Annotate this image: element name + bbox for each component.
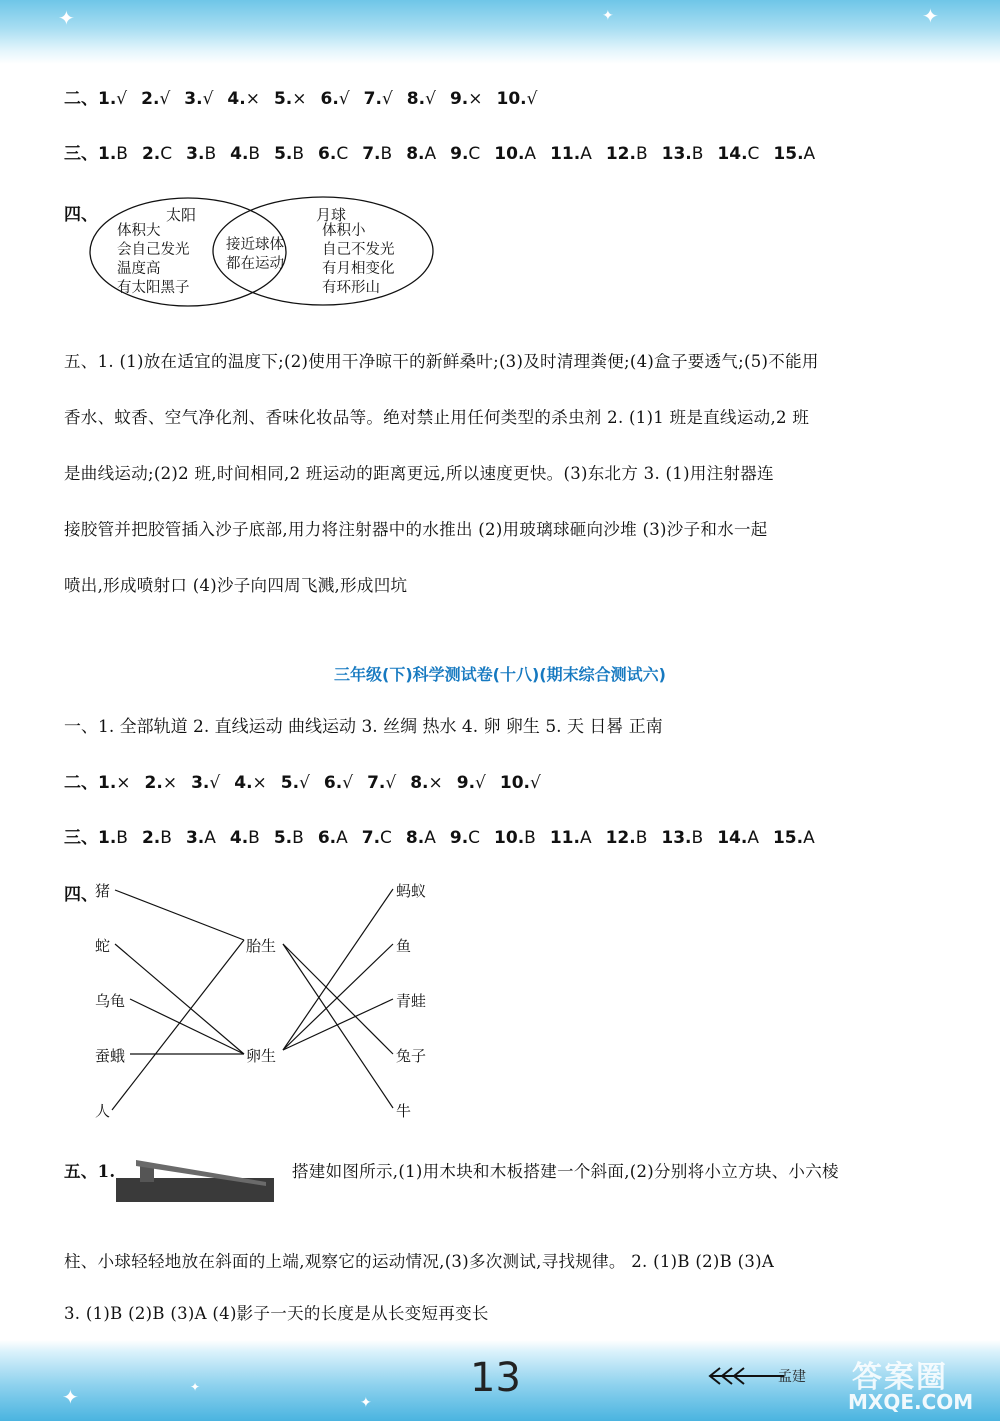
item-number: 14.: [717, 828, 748, 848]
answer-paragraph-line: 香水、蚊香、空气净化剂、香味化妆品等。绝对禁止用任何类型的杀虫剂 2. (1)1 班是直线运动,2 班: [64, 408, 810, 427]
item-number: 13.: [661, 828, 692, 848]
match-left-item: 乌龟: [95, 992, 126, 1010]
item-number: 10.: [494, 144, 525, 164]
item-number: 2.: [144, 773, 163, 793]
item-number: 6.: [320, 89, 339, 109]
match-right-item: 蚂蚁: [396, 882, 427, 900]
item-number: 1.: [98, 828, 117, 848]
item-number: 7.: [361, 828, 381, 848]
match-left-item: 猪: [95, 882, 111, 900]
item-number: 1.: [98, 144, 117, 164]
item-answer: √: [526, 89, 538, 109]
item-answer: ×: [252, 773, 267, 793]
sparkle-icon: ✦: [360, 1395, 372, 1411]
match-left-item: 人: [95, 1102, 111, 1120]
item-number: 4.: [230, 144, 249, 164]
item-number: 8.: [406, 144, 425, 164]
item-answer: B: [691, 144, 704, 164]
item-number: 4.: [227, 89, 246, 109]
item-number: 9.: [456, 773, 476, 793]
item-answer: B: [248, 828, 260, 848]
match-right-item: 鱼: [396, 937, 412, 955]
item-answer: B: [248, 144, 261, 164]
venn-left-title: 太阳: [166, 206, 197, 224]
item-answer: √: [530, 773, 541, 793]
venn-right-item: 有环形山: [322, 280, 380, 296]
item-number: 13.: [661, 144, 692, 164]
item-answer: B: [635, 144, 648, 164]
sparkle-icon: ✦: [602, 8, 614, 24]
item-answer: √: [338, 89, 350, 109]
item-answer: ×: [245, 89, 260, 109]
match-right-item: 牛: [396, 1102, 412, 1120]
item-answer: ×: [428, 773, 443, 793]
item-answer: ×: [292, 89, 307, 109]
item-number: 14.: [717, 144, 748, 164]
item-answer: C: [380, 828, 392, 848]
answer-paragraph-line: 接胶管并把胶管插入沙子底部,用力将注射器中的水推出 (2)用玻璃球砸向沙堆 (3)沙子和水一起: [64, 520, 768, 539]
sparkle-icon: ✦: [58, 6, 75, 30]
item-number: 9.: [449, 89, 469, 109]
venn-left-item: 会自己发光: [117, 242, 190, 258]
match-middle-item: 卵生: [246, 1047, 277, 1065]
item-number: 11.: [550, 144, 581, 164]
item-answer: B: [204, 144, 217, 164]
item-answer: √: [299, 773, 310, 793]
item-answer: A: [424, 144, 437, 164]
page-number: 13: [470, 1355, 521, 1401]
match-left-item: 蚕蛾: [95, 1047, 126, 1065]
item-number: 7.: [363, 89, 382, 109]
question-4-label: 四、: [64, 885, 98, 905]
item-answer: √: [202, 89, 214, 109]
item-answer: ×: [468, 89, 483, 109]
watermark-url: MXQE.COM: [848, 1390, 974, 1414]
item-number: 15.: [772, 828, 804, 848]
venn-left-item: 温度高: [117, 261, 161, 277]
item-answer: √: [116, 89, 128, 109]
item-answer: C: [160, 144, 173, 164]
item-answer: √: [159, 89, 171, 109]
item-answer: √: [385, 773, 397, 793]
item-number: 3.: [184, 89, 203, 109]
item-answer: A: [524, 144, 537, 164]
venn-right-item: 有月相变化: [322, 261, 395, 277]
item-answer: A: [803, 828, 815, 848]
watermark-text: 答案圈: [852, 1360, 948, 1395]
item-answer: A: [204, 828, 216, 848]
item-number: 2.: [141, 89, 160, 109]
arrow-decor-icon: [706, 1366, 786, 1386]
item-number: 7.: [367, 773, 386, 793]
item-answer: B: [292, 144, 305, 164]
item-answer: √: [475, 773, 486, 793]
item-number: 10.: [499, 773, 531, 793]
item-answer: ×: [116, 773, 131, 793]
item-answer: A: [336, 828, 348, 848]
venn-center-item: 都在运动: [226, 256, 284, 272]
question-4-label: 四、: [64, 205, 98, 225]
item-answer: C: [468, 144, 481, 164]
item-number: 2.: [141, 144, 161, 164]
item-answer: C: [468, 828, 481, 848]
answer-paragraph-line: 柱、小球轻轻地放在斜面的上端,观察它的运动情况,(3)多次测试,寻找规律。 2. (1)B (2)B (3)A: [64, 1252, 775, 1271]
item-number: 7.: [362, 144, 381, 164]
item-answer: A: [424, 828, 436, 848]
match-middle-item: 胎生: [246, 937, 277, 955]
row-prefix: 二、: [64, 773, 98, 793]
item-number: 8.: [410, 773, 429, 793]
item-number: 5.: [274, 144, 293, 164]
item-number: 8.: [405, 828, 425, 848]
venn-left-item: 体积大: [117, 223, 161, 239]
item-number: 6.: [318, 144, 337, 164]
item-answer: B: [524, 828, 536, 848]
answer-paragraph-line: 五、1. (1)放在适宜的温度下;(2)使用干净晾干的新鲜桑叶;(3)及时清理粪便;(4)盒子要透气;(5)不能用: [64, 352, 819, 371]
item-number: 15.: [773, 144, 804, 164]
item-answer: √: [342, 773, 354, 793]
match-right-item: 青蛙: [396, 992, 427, 1010]
answer-paragraph-line: 喷出,形成喷射口 (4)沙子向四周飞溅,形成凹坑: [64, 576, 408, 595]
item-number: 4.: [229, 828, 249, 848]
item-answer: B: [116, 144, 128, 164]
item-answer: A: [803, 144, 816, 164]
item-answer: B: [691, 828, 704, 848]
ramp-illustration: [116, 1158, 276, 1204]
item-answer: A: [580, 144, 592, 164]
sparkle-icon: ✦: [190, 1380, 201, 1394]
item-number: 9.: [450, 144, 469, 164]
item-number: 3.: [186, 144, 205, 164]
venn-right-item: 自己不发光: [322, 242, 395, 258]
sparkle-icon: ✦: [62, 1385, 79, 1409]
section-title: 三年级(下)科学测试卷(十八)(期末综合测试六): [334, 665, 666, 684]
item-number: 3.: [185, 828, 205, 848]
item-answer: √: [425, 89, 436, 109]
item-answer: B: [380, 144, 393, 164]
item-number: 1.: [98, 89, 117, 109]
item-number: 6.: [317, 828, 337, 848]
item-answer: C: [747, 144, 760, 164]
item-answer: B: [635, 828, 648, 848]
item-number: 6.: [323, 773, 343, 793]
question-5-label: 五、1.: [64, 1162, 116, 1181]
item-answer: A: [579, 828, 592, 848]
answer-row-1: 一、1. 全部轨道 2. 直线运动 曲线运动 3. 丝绸 热水 4. 卵 卵生 5. 天 日晷 正南: [64, 717, 663, 737]
answer-paragraph-line: 3. (1)B (2)B (3)A (4)影子一天的长度是从长变短再变长: [64, 1304, 489, 1323]
venn-center-item: 接近球体: [226, 237, 284, 253]
answer-paragraph-line: 是曲线运动;(2)2 班,时间相同,2 班运动的距离更远,所以速度更快。(3)东北方 3. (1)用注射器连: [64, 464, 774, 483]
match-right-item: 兔子: [396, 1047, 427, 1065]
item-number: 9.: [449, 828, 469, 848]
row-prefix: 二、: [64, 89, 98, 109]
item-number: 10.: [496, 89, 527, 109]
answer-paragraph-line: 搭建如图所示,(1)用木块和木板搭建一个斜面,(2)分别将小立方块、小六棱: [292, 1162, 839, 1181]
venn-left-item: 有太阳黑子: [117, 280, 190, 296]
brand-label: 孟建: [778, 1369, 806, 1385]
item-answer: B: [160, 828, 172, 848]
item-answer: B: [116, 828, 128, 848]
item-number: 5.: [273, 89, 293, 109]
venn-right-item: 体积小: [322, 223, 366, 239]
item-answer: ×: [162, 773, 178, 793]
item-number: 8.: [406, 89, 426, 109]
item-number: 5.: [273, 828, 293, 848]
item-number: 10.: [494, 828, 525, 848]
item-number: 1.: [98, 773, 117, 793]
row-prefix: 三、: [64, 144, 98, 164]
item-number: 12.: [605, 144, 636, 164]
item-answer: B: [292, 828, 304, 848]
item-number: 2.: [141, 828, 161, 848]
venn-right-title: 月球: [316, 206, 347, 224]
item-number: 11.: [549, 828, 580, 848]
item-number: 3.: [191, 773, 210, 793]
item-answer: A: [747, 828, 759, 848]
item-number: 5.: [280, 773, 300, 793]
item-number: 4.: [234, 773, 253, 793]
item-answer: √: [381, 89, 393, 109]
item-number: 12.: [605, 828, 636, 848]
item-answer: C: [336, 144, 349, 164]
row-prefix: 三、: [64, 828, 98, 848]
sparkle-icon: ✦: [922, 4, 939, 28]
item-answer: √: [209, 773, 221, 793]
match-left-item: 蛇: [95, 937, 111, 955]
